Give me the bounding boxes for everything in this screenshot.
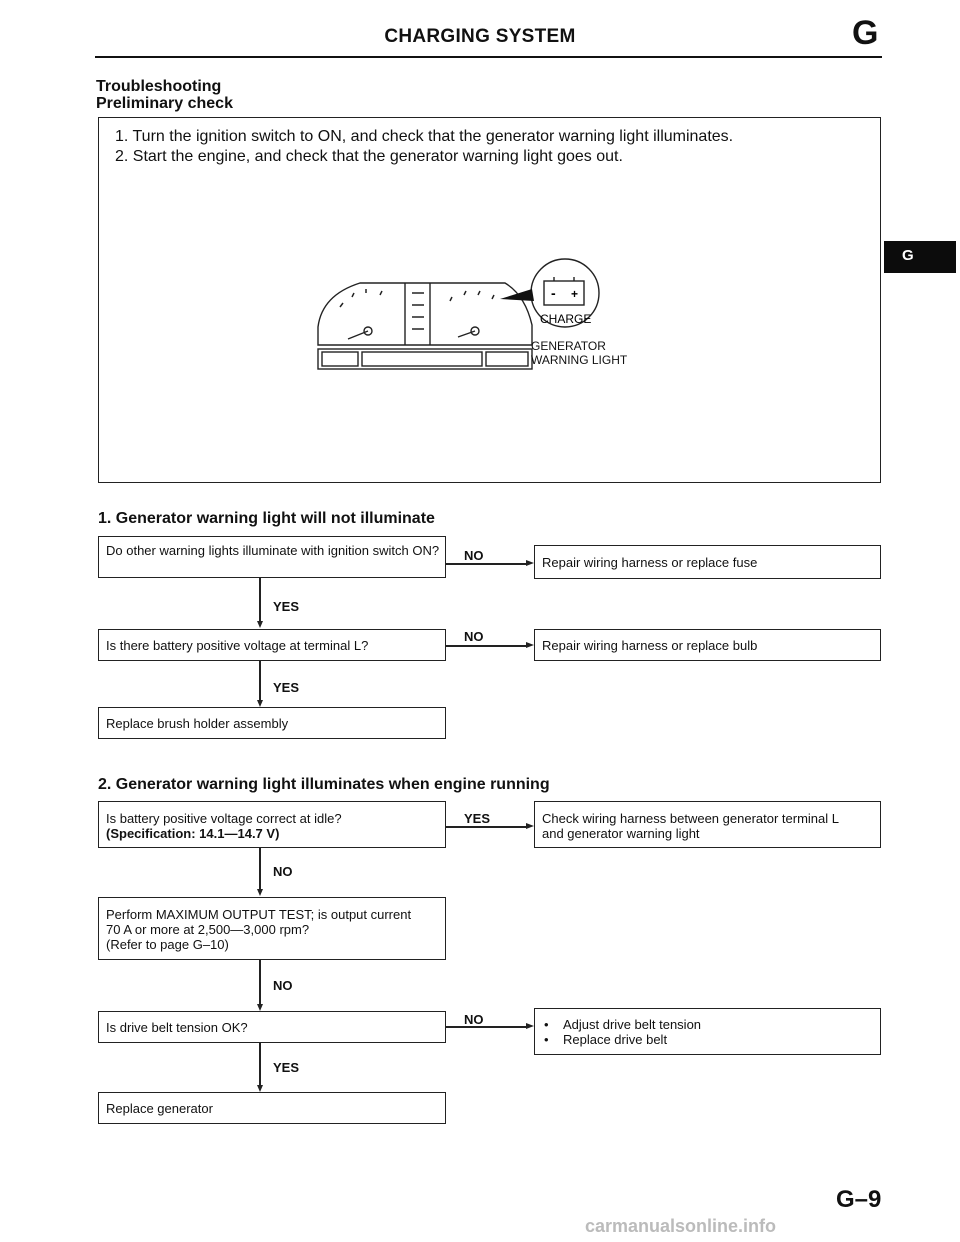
flow2-action-1-line-1: Check wiring harness between generator terminal L <box>542 811 839 826</box>
flow2-question-2 <box>98 897 446 960</box>
flow2-action-1 <box>534 801 881 848</box>
flow1-action-1 <box>534 545 881 579</box>
flow2-no-label-1: NO <box>273 864 293 879</box>
heading-preliminary-check: Preliminary check <box>96 95 233 112</box>
flow2-action-3-item-1: Adjust drive belt tension <box>563 1017 702 1032</box>
battery-minus-symbol: - <box>551 285 556 301</box>
flow2-action-3-bullet-1: • Adjust drive belt tension <box>544 1017 702 1032</box>
flow1-question-2-text: Is there battery positive voltage at terminal L? <box>106 638 369 653</box>
flow1-no-label-1: NO <box>464 548 484 563</box>
flow2-question-1-line-2: (Specification: 14.1—14.7 V) <box>106 826 280 841</box>
flow2-no-label-3: NO <box>464 1012 484 1027</box>
section-letter: G <box>852 14 879 52</box>
flow2-title: 2. Generator warning light illuminates when engine running <box>98 776 550 793</box>
flow2-question-2-line-3: (Refer to page G–10) <box>106 937 229 952</box>
caption-line-2: WARNING LIGHT <box>531 353 628 367</box>
flow1-action-2-text: Repair wiring harness or replace bulb <box>542 638 758 653</box>
section-tab-label: G <box>902 247 914 264</box>
flow1-action-2 <box>534 629 881 661</box>
heading-troubleshooting: Troubleshooting <box>96 78 222 95</box>
preliminary-step-2: 2. Start the engine, and check that the generator warning light goes out. <box>115 148 623 165</box>
flow2-yes-line-3 <box>259 1043 261 1086</box>
flow2-yes-arrow-3 <box>257 1085 263 1092</box>
caption-line-1: GENERATOR <box>531 339 606 353</box>
flow1-yes-label-1: YES <box>273 599 300 614</box>
flow1-question-2 <box>98 629 446 661</box>
flow2-question-2-line-1: Perform MAXIMUM OUTPUT TEST; is output current <box>106 907 412 922</box>
flow2-action-4 <box>98 1092 446 1124</box>
flow1-action-3 <box>98 707 446 739</box>
header-rule <box>95 56 882 58</box>
flow2-action-3 <box>534 1008 881 1055</box>
flow2-yes-label-1: YES <box>464 811 491 826</box>
flow1-question-1 <box>98 536 446 578</box>
flow2-no-arrow-1 <box>257 889 263 896</box>
charge-label: CHARGE <box>540 312 592 326</box>
preliminary-steps <box>115 127 733 167</box>
flow1-no-arrow-2 <box>526 642 534 648</box>
flow2-no-line-1 <box>259 848 261 890</box>
flow2-no-line-2 <box>259 960 261 1005</box>
flow1-no-label-2: NO <box>464 629 484 644</box>
page-number: G–9 <box>836 1186 882 1213</box>
flow2-no-arrow-3 <box>526 1023 534 1029</box>
flow1-yes-arrow-2 <box>257 700 263 707</box>
flow1-no-line-1 <box>446 563 526 565</box>
flow2-no-arrow-2 <box>257 1004 263 1011</box>
flow1-no-line-2 <box>446 645 526 647</box>
battery-plus-symbol: + <box>571 287 579 301</box>
flow1-question-1-text: Do other warning lights illuminate with ignition switch ON? <box>106 543 440 558</box>
flow2-yes-arrow-1 <box>526 823 534 829</box>
flow1-no-arrow-1 <box>526 560 534 566</box>
flow1-yes-arrow-1 <box>257 621 263 628</box>
flow2-action-1-line-2: and generator warning light <box>542 826 700 841</box>
flow1-action-3-text: Replace brush holder assembly <box>106 716 289 731</box>
watermark: carmanualsonline.info <box>585 1216 777 1236</box>
section-tab <box>884 241 956 273</box>
flow2-action-3-bullet-2: • Replace drive belt <box>544 1032 668 1047</box>
page-header-title: CHARGING SYSTEM <box>384 26 576 47</box>
flow2-action-3-item-2: Replace drive belt <box>563 1032 668 1047</box>
flow2-question-1-line-1: Is battery positive voltage correct at idle? <box>106 811 342 826</box>
flow2-action-4-text: Replace generator <box>106 1101 213 1116</box>
flow2-question-1 <box>98 801 446 848</box>
generator-warning-light-caption <box>531 339 627 367</box>
flow2-question-3-text: Is drive belt tension OK? <box>106 1020 248 1035</box>
flow2-no-label-2: NO <box>273 978 293 993</box>
flow2-yes-label-3: YES <box>273 1060 300 1075</box>
flow1-yes-label-2: YES <box>273 680 300 695</box>
preliminary-step-1: 1. Turn the ignition switch to ON, and check that the generator warning light illuminates. <box>115 128 734 145</box>
flow2-yes-line-1 <box>446 826 526 828</box>
flow1-yes-line-2 <box>259 661 261 701</box>
flow2-no-line-3 <box>446 1026 526 1028</box>
flow1-title: 1. Generator warning light will not illuminate <box>98 510 435 527</box>
flow2-question-3 <box>98 1011 446 1043</box>
flow1-action-1-text: Repair wiring harness or replace fuse <box>542 555 758 570</box>
flow1-yes-line-1 <box>259 578 261 622</box>
flow2-question-2-line-2: 70 A or more at 2,500—3,000 rpm? <box>106 922 310 937</box>
